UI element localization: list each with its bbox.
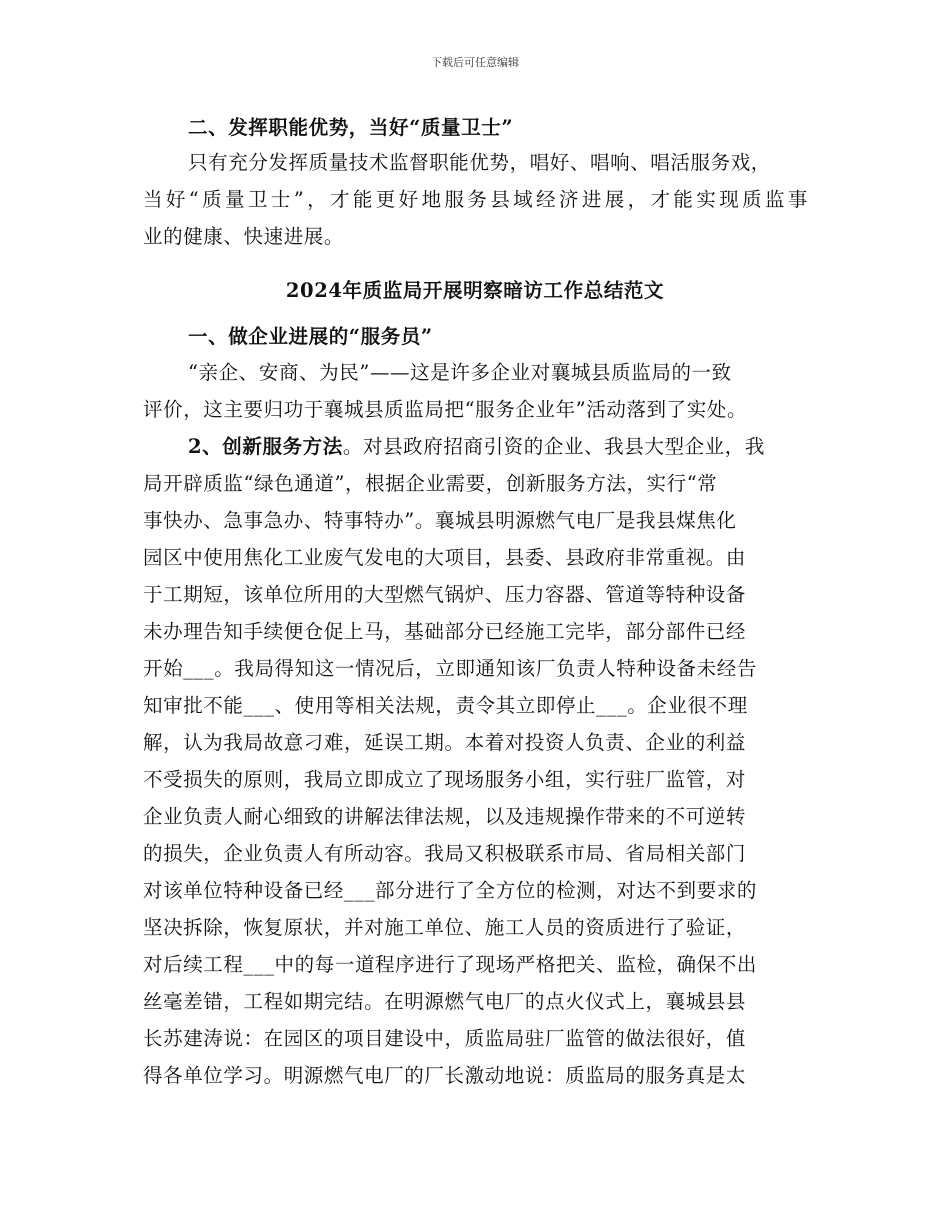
paragraph-line: 未办理告知手续便仓促上马，基础部分已经施工完毕，部分部件已经 — [143, 620, 747, 643]
paragraph-line — [188, 435, 765, 459]
paragraph-line: 于工期短，该单位所用的大型燃气锅炉、压力容器、管道等特种设备 — [143, 583, 747, 606]
paragraph-line: 局开辟质监“绿色通道”，根据企业需要，创新服务方法，实行“常 — [143, 472, 718, 495]
paragraph-line: 评价，这主要归功于襄城县质监局把“服务企业年”活动落到了实处。 — [143, 398, 748, 421]
header-note: 下载后可任意编辑 — [431, 56, 519, 69]
paragraph-line: 的损失，企业负责人有所动容。我局又积极联系市局、省局相关部门 — [143, 842, 747, 865]
paragraph-line: 丝毫差错，工程如期完结。在明源燃气电厂的点火仪式上，襄城县县 — [143, 990, 747, 1013]
paragraph-line: 业的健康、快速进展。 — [143, 225, 345, 248]
paragraph-line: 对后续工程___中的每一道程序进行了现场严格把关、监检，确保不出 — [143, 953, 757, 976]
paragraph-line: 开始___。我局得知这一情况后，立即通知该厂负责人特种设备未经告 — [143, 657, 757, 680]
part-heading: 一、做企业进展的“服务员” — [188, 325, 433, 348]
section-heading: 二、发挥职能优势，当好“质量卫士” — [188, 116, 514, 139]
paragraph-line: 对该单位特种设备已经___部分进行了全方位的检测，对达不到要求的 — [143, 879, 757, 902]
subheading-inline: 2、创新服务方法 — [188, 435, 343, 458]
paragraph-text: 。对县政府招商引资的企业、我县大型企业，我 — [342, 435, 765, 458]
paragraph-line: 长苏建涛说：在园区的项目建设中，质监局驻厂监管的做法很好，值 — [143, 1027, 747, 1050]
paragraph-line: 事快办、急事急办、特事特办”。襄城县明源燃气电厂是我县煤焦化 — [143, 509, 737, 532]
paragraph-line: 知审批不能___、使用等相关法规，责令其立即停止___。企业很不理 — [143, 694, 748, 717]
paragraph-line: 园区中使用焦化工业废气发电的大项目，县委、县政府非常重视。由 — [143, 546, 747, 569]
paragraph-line: 只有充分发挥质量技术监督职能优势，唱好、唱响、唱活服务戏， — [188, 151, 771, 174]
paragraph-line: 不受损失的原则，我局立即成立了现场服务小组，实行驻厂监管，对 — [143, 768, 747, 791]
paragraph-line: “亲企、安商、为民”——这是许多企业对襄城县质监局的一致 — [188, 361, 732, 384]
paragraph-line: 企业负责人耐心细致的讲解法律法规，以及违规操作带来的不可逆转 — [143, 805, 747, 828]
article-title: 2024年质监局开展明察暗访工作总结范文 — [285, 279, 665, 302]
paragraph-line: 得各单位学习。明源燃气电厂的厂长激动地说：质监局的服务真是太 — [143, 1064, 747, 1087]
paragraph-line: 坚决拆除，恢复原状，并对施工单位、施工人员的资质进行了验证， — [143, 916, 747, 939]
paragraph-line: 当好“质量卫士”，才能更好地服务县域经济进展，才能实现质监事 — [143, 188, 808, 211]
paragraph-line: 解，认为我局故意刁难，延误工期。本着对投资人负责、企业的利益 — [143, 731, 747, 754]
